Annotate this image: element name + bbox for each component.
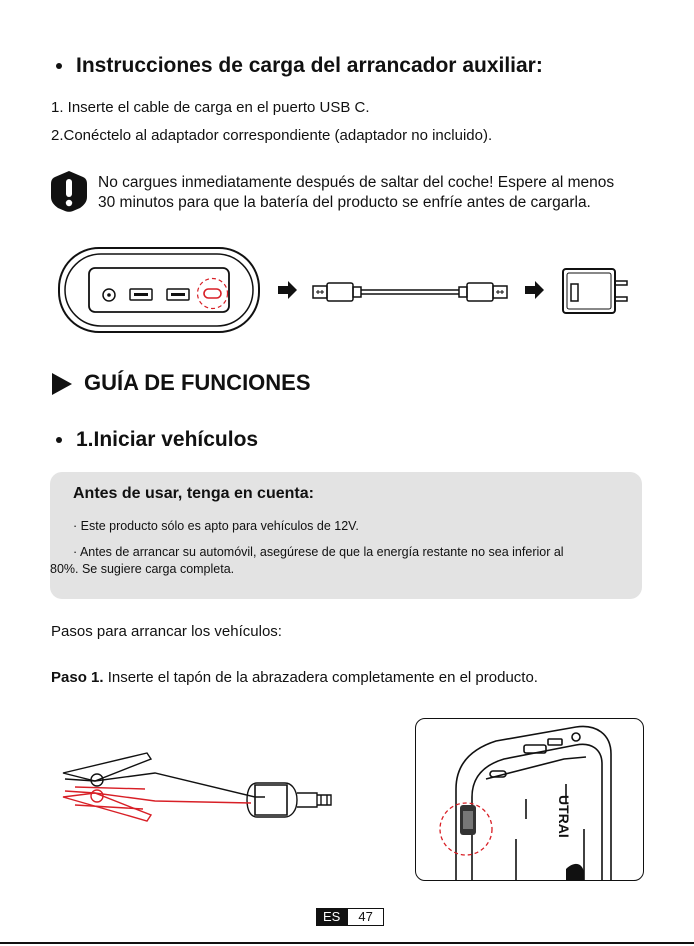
charging-step-2: 2.Conéctelo al adaptador correspondiente (adaptador no incluido). — [51, 127, 493, 144]
section-title — [56, 428, 258, 452]
section-title-text: 1.Iniciar vehículos — [76, 428, 259, 451]
bullet-dot — [56, 63, 62, 69]
exclamation-icon — [50, 170, 88, 212]
play-icon — [50, 372, 74, 396]
step-1 — [51, 669, 538, 686]
note-2 — [50, 544, 638, 578]
power-adapter-icon — [563, 269, 627, 313]
bottom-rule — [0, 942, 694, 944]
warning-line-2: 30 minutos para que la batería del producto se enfríe antes de cargarla. — [98, 194, 591, 211]
page-number: 47 — [347, 908, 383, 926]
guide-title: GUÍA DE FUNCIONES — [84, 370, 311, 395]
steps-intro: Pasos para arrancar los vehículos: — [51, 623, 282, 640]
charging-diagram — [55, 240, 645, 340]
step-1-label: Paso 1. — [51, 669, 104, 686]
language-label: ES — [316, 908, 347, 926]
page-number-badge — [316, 908, 384, 926]
note-2-line-2: 80%. Se sugiere carga completa. — [50, 562, 235, 576]
bullet-dot — [56, 437, 62, 443]
charging-title-text: Instrucciones de carga del arrancador auxiliar: — [76, 54, 543, 77]
note-1: · Este producto sólo es apto para vehículos de 12V. — [73, 519, 359, 533]
device-brand: UTRAI — [556, 795, 572, 838]
device-port-illustration — [415, 718, 644, 881]
clamp-port — [460, 805, 476, 835]
warning-line-1: No cargues inmediatamente después de saltar del coche! Espere al menos — [98, 174, 615, 191]
arrow-icon — [278, 281, 297, 299]
step-1-text: Inserte el tapón de la abrazadera completamente en el producto. — [103, 669, 538, 686]
power-bank-icon — [59, 248, 259, 332]
arrow-icon — [525, 281, 544, 299]
charging-title — [56, 54, 543, 78]
callout-title: Antes de usar, tenga en cuenta: — [73, 485, 314, 502]
warning-text — [98, 173, 614, 213]
clamp-cable-illustration — [55, 745, 345, 830]
usb-cable-icon — [313, 283, 507, 301]
charging-step-1: 1. Inserte el cable de carga en el puerto USB C. — [51, 99, 370, 116]
note-2-line-1: · Antes de arrancar su automóvil, asegúrese de que la energía restante no sea inferior al — [73, 545, 564, 559]
